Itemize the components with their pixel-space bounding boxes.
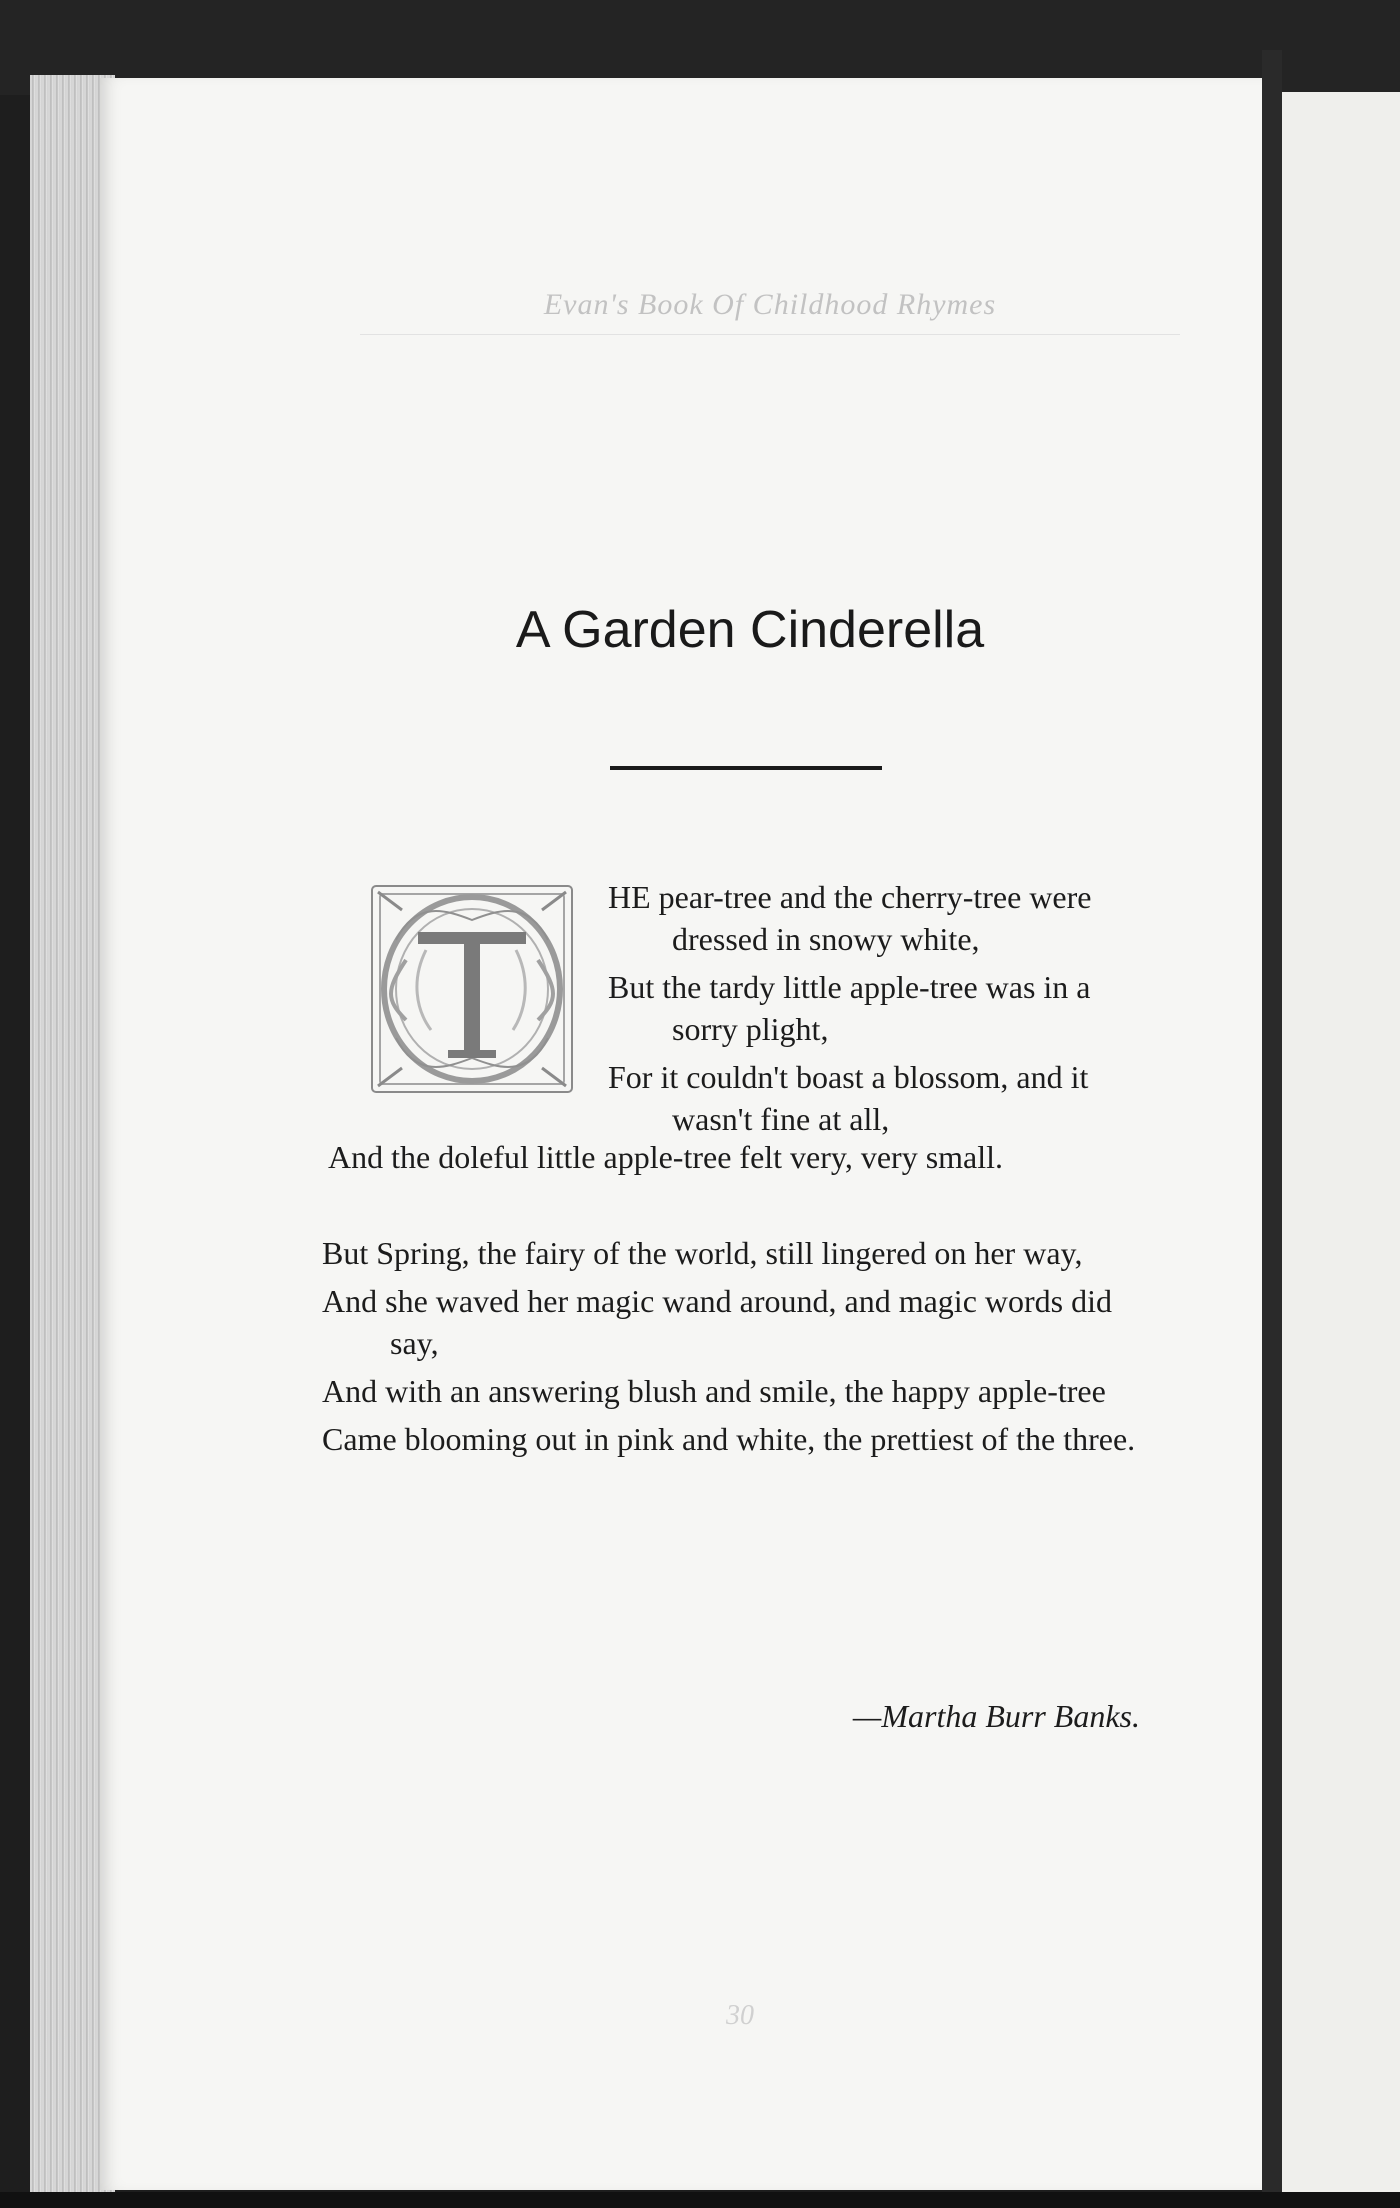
poem-line: But the tardy little apple-tree was in a sorry plight, bbox=[608, 969, 1091, 1047]
scan-bottom-background bbox=[0, 2192, 1400, 2208]
book-gutter bbox=[1262, 50, 1282, 2208]
running-head: Evan's Book Of Childhood Rhymes bbox=[360, 288, 1180, 335]
title-rule bbox=[610, 766, 882, 770]
poem-line: And she waved her magic wand around, and magic words did say, bbox=[322, 1283, 1112, 1361]
poem-line: And with an answering blush and smile, the happy apple-tree bbox=[322, 1373, 1106, 1409]
facing-page-edge bbox=[1282, 92, 1400, 2192]
poem-attribution: —Martha Burr Banks. bbox=[852, 1698, 1140, 1734]
poem-line: Came blooming out in pink and white, the prettiest of the three. bbox=[322, 1421, 1136, 1457]
poem-line: But Spring, the fairy of the world, still lingered on her way, bbox=[322, 1235, 1083, 1271]
drop-cap-letter: T bbox=[472, 1058, 473, 1059]
poem-stanza-2 bbox=[322, 1232, 1152, 1466]
poem-line: HE pear-tree and the cherry-tree were dressed in snowy white, bbox=[608, 879, 1092, 957]
poem-stanza-1 bbox=[608, 876, 1152, 1146]
poem-line: For it couldn't boast a blossom, and it wasn't fine at all, bbox=[608, 1059, 1089, 1137]
poem-title: A Garden Cinderella bbox=[515, 601, 985, 659]
page-number: 30 bbox=[726, 2000, 754, 2031]
ornamental-drop-cap-t bbox=[366, 880, 578, 1098]
poem-line: And the doleful little apple-tree felt very, very small. bbox=[328, 1139, 1004, 1175]
